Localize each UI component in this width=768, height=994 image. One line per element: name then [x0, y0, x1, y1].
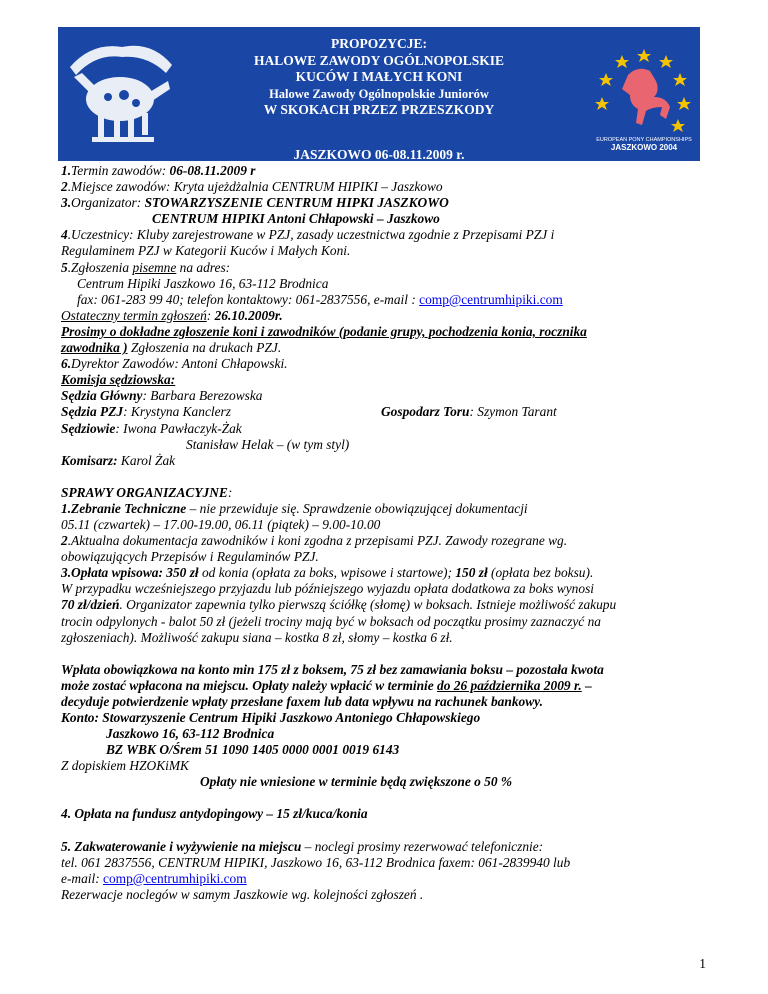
- item-5-contact: fax: 061-283 99 40; telefon kontaktowy: 061-2837556, e-mail : comp@centrumhipiki.com: [77, 291, 563, 307]
- org-2: 2.Aktualna dokumentacja zawodników i koni zgodna z przepisami PZJ. Zawody rozegrane wg.: [61, 533, 568, 549]
- commission-heading: Komisja sędziowska:: [61, 372, 176, 388]
- org-2-cont: obowiązujących Przepisów i Regulaminów PZJ.: [61, 549, 319, 565]
- item-6: 6.Dyrektor Zawodów: Antoni Chłapowski.: [61, 356, 288, 372]
- email-link-2[interactable]: comp@centrumhipiki.com: [103, 870, 247, 886]
- item-4-cont: Regulaminem PZJ w Kategorii Kuców i Małych Koni.: [61, 243, 351, 259]
- item-4: 4.Uczestnicy: Kluby zarejestrowane w PZJ, zasady uczestnictwa zgodnie z Przepisami PZJ i: [61, 227, 555, 243]
- late-fee-note: Opłaty nie wniesione w terminie będą zwiększone o 50 %: [200, 774, 513, 790]
- org-3-line-3: 70 zł/dzień. Organizator zapewnia tylko pierwszą ściółkę (słomę) w boksach. Istnieje możliwość zakupu: [61, 597, 617, 613]
- deadline: Ostateczny termin zgłoszeń: 26.10.2009r.: [61, 307, 283, 323]
- payment-line-3: decyduje potwierdzenie wpłaty przesłane faxem lub data wpływu na rachunek bankowy.: [61, 693, 543, 709]
- banner-line-4: Halowe Zawody Ogólnopolskie Juniorów: [269, 86, 489, 101]
- item-2: 2.Miejsce zawodów: Kryta ujeżdżalnia CENTRUM HIPIKI – Jaszkowo: [61, 179, 443, 195]
- org-5-line-3: e-mail: comp@centrumhipiki.com: [61, 870, 247, 886]
- header-banner: [58, 27, 700, 161]
- org-3-line-2: W przypadku wcześniejszego przyjazdu lub późniejszego wyjazdu opłata dodatkowa za boks wynosi: [61, 581, 594, 597]
- email-link[interactable]: comp@centrumhipiki.com: [419, 291, 563, 307]
- org-heading: SPRAWY ORGANIZACYJNE:: [61, 484, 233, 500]
- logo-title: JASZKOWO 2004: [610, 143, 678, 152]
- judge-pzj: Sędzia PZJ: Krystyna Kanclerz Gospodarz Toru: Szymon Tarant: [61, 404, 557, 420]
- account-number: BZ WBK O/Śrem 51 1090 1405 0000 0001 0019 6143: [106, 742, 400, 758]
- banner-line-5: W SKOKACH PRZEZ PRZESZKODY: [263, 102, 495, 117]
- payment-line-1: Wpłata obowiązkowa na konto min 175 zł z boksem, 75 zł bez zamawiania boksu – pozostała kwota: [61, 661, 604, 677]
- logo-caption: EUROPEAN PONY CHAMPIONSHIPS: [596, 137, 692, 143]
- org-1-cont: 05.11 (czwartek) – 17.00-19.00, 06.11 (piątek) – 9.00-10.00: [61, 516, 381, 532]
- championship-logo: [594, 45, 694, 157]
- banner-line-1: PROPOZYCJE:: [331, 36, 427, 51]
- banner-date: JASZKOWO 06-08.11.2009 r.: [293, 147, 465, 162]
- org-5-line-4: Rezerwacje noclegów w samym Jaszkowie wg. kolejności zgłoszeń .: [61, 886, 424, 902]
- course-host: Gospodarz Toru: Szymon Tarant: [381, 404, 557, 420]
- judges-cont: Stanisław Helak – (w tym styl): [186, 436, 350, 452]
- item-1: 1.Termin zawodów: 06-08.11.2009 r: [61, 163, 256, 178]
- org-1: 1.Zebranie Techniczne – nie przewiduje się. Sprawdzenie obowiązującej dokumentacji: [61, 500, 528, 516]
- document-body: [61, 163, 707, 903]
- account-address: Jaszkowo 16, 63-112 Brodnica: [106, 726, 275, 742]
- request-line-2: zawodnika ) Zgłoszenia na drukach PZJ.: [61, 340, 282, 356]
- item-5-address: Centrum Hipiki Jaszkowo 16, 63-112 Brodnica: [77, 275, 329, 291]
- page-number: 1: [699, 956, 706, 971]
- club-logo-left: [62, 37, 180, 149]
- org-5-line-2: tel. 061 2837556, CENTRUM HIPIKI, Jaszkowo 16, 63-112 Brodnica faxem: 061-2839940 lub: [61, 854, 571, 870]
- banner-line-2: HALOWE ZAWODY OGÓLNOPOLSKIE: [253, 52, 505, 68]
- item-3-cont: CENTRUM HIPIKI Antoni Chłapowski – Jaszkowo: [152, 211, 440, 227]
- item-5: 5.Zgłoszenia pisemne na adres:: [61, 259, 231, 275]
- org-3: 3.Opłata wpisowa: 350 zł od konia (opłata za boks, wpisowe i startowe); 150 zł (opłata bez boksu).: [61, 565, 594, 581]
- judge-main: Sędzia Główny: Barbara Berezowska: [61, 388, 263, 404]
- commissioner: Komisarz: Karol Żak: [61, 452, 176, 468]
- org-3-line-5: zgłoszeniach). Możliwość zakupu siana – kostka 8 zł, słomy – kostka 6 zł.: [61, 629, 453, 645]
- org-4: 4. Opłata na fundusz antydopingowy – 15 zł/kuca/konia: [61, 806, 368, 822]
- payment-note: Z dopiskiem HZOKiMK: [61, 758, 189, 774]
- request-line-1: Prosimy o dokładne zgłoszenie koni i zawodników (podanie grupy, pochodzenia konia, rocznika: [61, 323, 587, 339]
- payment-line-2: może zostać wpłacona na miejscu. Opłaty należy wpłacić w terminie do 26 października 2009 r. –: [61, 677, 592, 693]
- account-holder: Konto: Stowarzyszenie Centrum Hipiki Jaszkowo Antoniego Chłapowskiego: [61, 710, 481, 725]
- org-3-line-4: trocin odpylonych - balot 50 zł (jeżeli trociny mają być w boksach od początku prosimy zaznaczyć na: [61, 613, 601, 629]
- banner-line-3: KUCÓW I MAŁYCH KONI: [295, 69, 463, 84]
- org-5: 5. Zakwaterowanie i wyżywienie na miejscu – noclegi prosimy rezerwować telefonicznie:: [61, 838, 544, 854]
- judges: Sędziowie: Iwona Pawłaczyk-Żak: [61, 420, 242, 436]
- item-3: 3.Organizator: STOWARZYSZENIE CENTRUM HIPKI JASZKOWO: [61, 195, 449, 211]
